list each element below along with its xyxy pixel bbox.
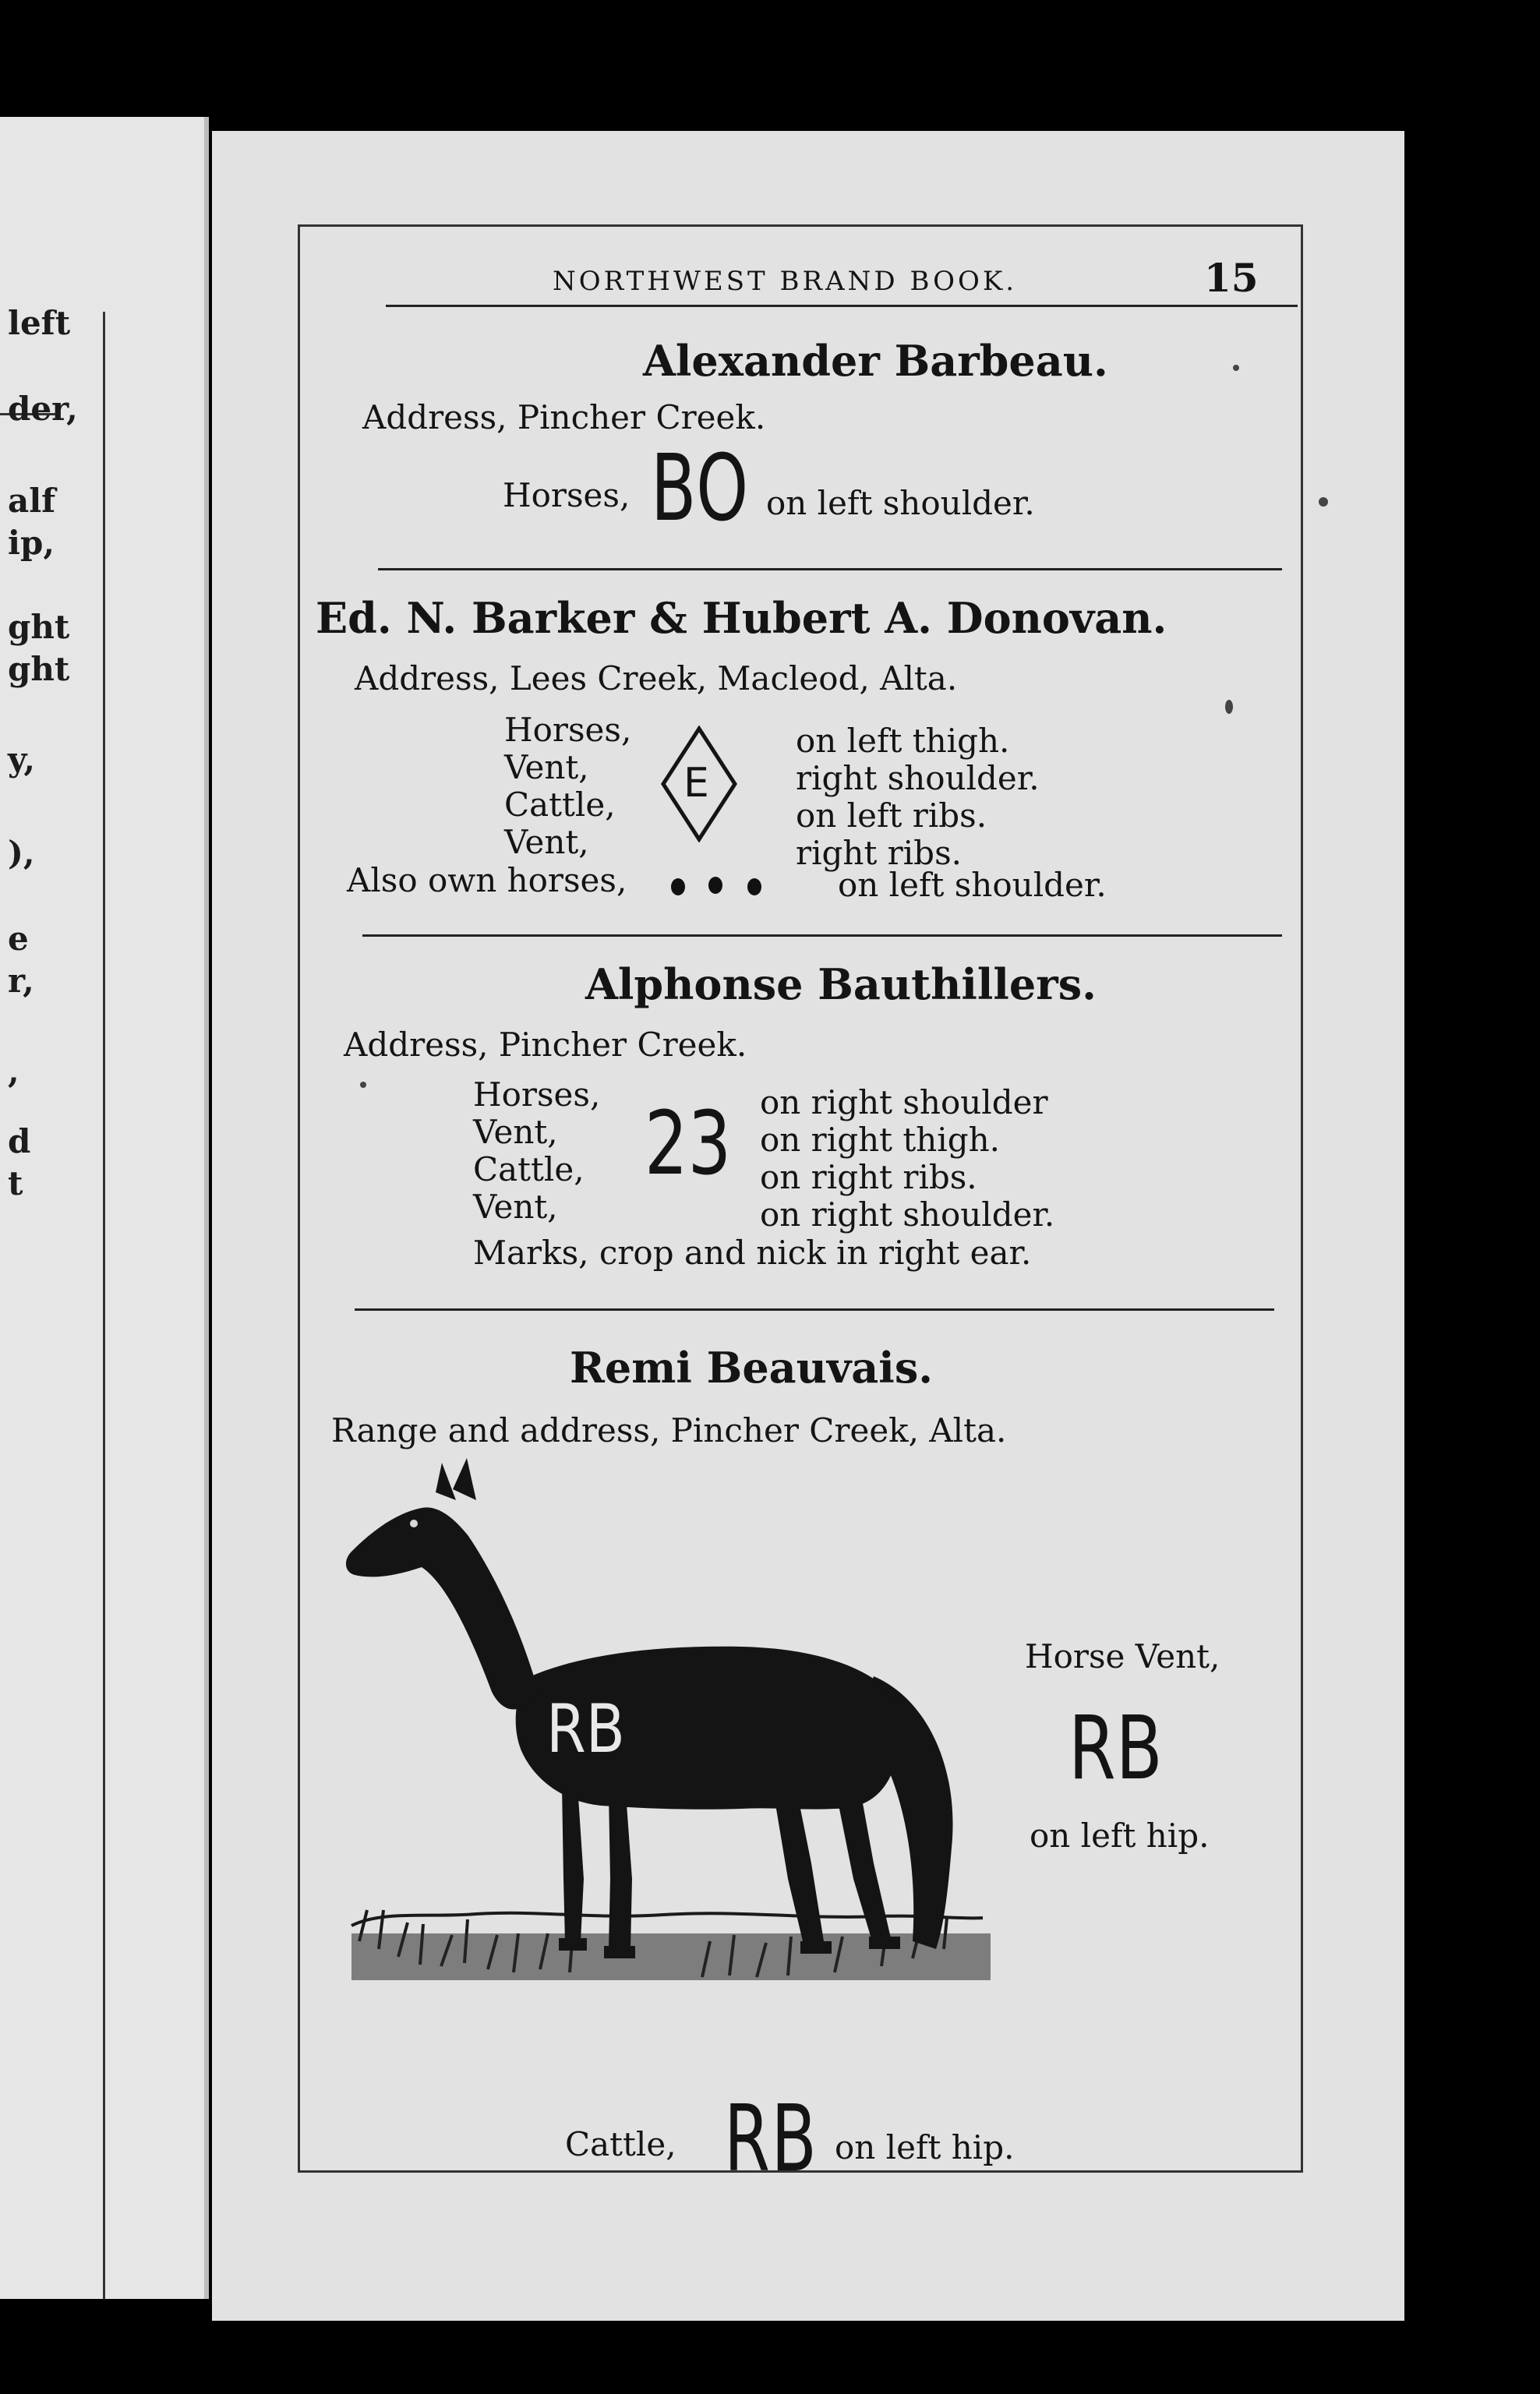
also-location: on left shoulder. [838,866,1107,904]
brand-location: on right shoulder. [760,1195,1055,1234]
entry-address: Address, Lees Creek, Macleod, Alta. [355,659,958,697]
left-fragment-text: alf [8,482,56,520]
dot-brand-mark [747,878,761,895]
entry-name: Alexander Barbeau. [643,336,1108,386]
entry-name: Alphonse Bauthillers. [585,959,1097,1009]
brand-mark: 23 [645,1093,732,1195]
header-rule [386,305,1298,307]
scan-speck [1319,497,1328,507]
left-page-fragment [0,117,209,2299]
brand-label: Cattle, [504,786,616,824]
brand-location: on right thigh. [760,1121,1001,1159]
left-fragment-text: d [8,1122,31,1160]
entry-divider [355,1308,1274,1311]
left-fragment-text: t [8,1164,23,1202]
left-fragment-text: left [8,304,71,342]
left-fragment-text: ), [8,834,35,872]
diamond-brand [660,726,738,842]
left-fragment-text: ght [8,650,70,688]
brand-label: Cattle, [473,1150,585,1188]
entry-address: Address, Pincher Creek. [362,398,766,436]
brand-location: on left shoulder. [766,484,1035,522]
brand-mark: BO [651,434,750,542]
left-fragment-text: e [8,920,29,958]
entry-divider [378,568,1282,570]
cattle-label: Cattle, [565,2125,676,2163]
left-fragment-text: y, [8,740,36,779]
scan-speck [1233,365,1239,371]
brand-labels [504,711,631,861]
vent-brand-mark: RB [1068,1698,1163,1799]
brand-location: on left thigh. [796,722,1010,760]
brand-locations [760,1084,1054,1234]
brand-labels [473,1076,600,1226]
horse-brand-mark: RB [546,1690,625,1768]
left-fragment-text: ght [8,608,70,646]
left-fragment-text: r, [8,962,34,1000]
brand-label: Horses, [504,711,632,749]
entry-name: Ed. N. Barker & Hubert A. Donovan. [316,593,1167,643]
dot-brand-mark [671,878,685,895]
entry-name: Remi Beauvais. [570,1343,934,1393]
page-frame [298,224,1303,2192]
cattle-brand-mark: RB [724,2085,818,2192]
left-fragment-text: der, [8,390,78,428]
brand-location: right ribs. [796,834,962,872]
vent-label: Horse Vent, [1025,1637,1220,1675]
brand-label: Vent, [473,1188,558,1226]
dot-brand-mark [708,877,722,894]
page-number: 15 [1204,255,1259,301]
brand-location: on left ribs. [796,796,987,835]
horse-illustration [336,1442,1006,2105]
brand-location: on right ribs. [760,1158,977,1196]
brand-label: Vent, [504,748,589,786]
running-header: NORTHWEST BRAND BOOK. [553,266,1018,297]
brand-location: right shoulder. [796,759,1040,797]
brand-locations [796,722,1040,872]
left-fragment-text: ip, [8,524,55,562]
book-page [212,131,1404,2321]
left-page-border [103,312,105,2299]
brand-label: Vent, [473,1113,558,1151]
also-label: Also own horses, [347,861,627,899]
left-fragment-text: , [8,1052,19,1090]
cattle-location: on left hip. [835,2128,1015,2166]
entry-divider [362,934,1282,937]
brand-label: Horses, [503,476,630,514]
entry-address: Range and address, Pincher Creek, Alta. [331,1411,1007,1449]
vent-location: on left hip. [1030,1817,1210,1855]
brand-label: Horses, [473,1075,601,1114]
brand-location: on right shoulder [760,1083,1048,1121]
brand-label: Vent, [504,823,589,861]
diamond-letter: E [683,760,709,807]
horse-icon [336,1442,1006,2105]
scan-speck [360,1082,366,1088]
entry-address: Address, Pincher Creek. [344,1026,747,1064]
scan-speck [1225,700,1233,714]
ear-marks: Marks, crop and nick in right ear. [473,1234,1032,1272]
